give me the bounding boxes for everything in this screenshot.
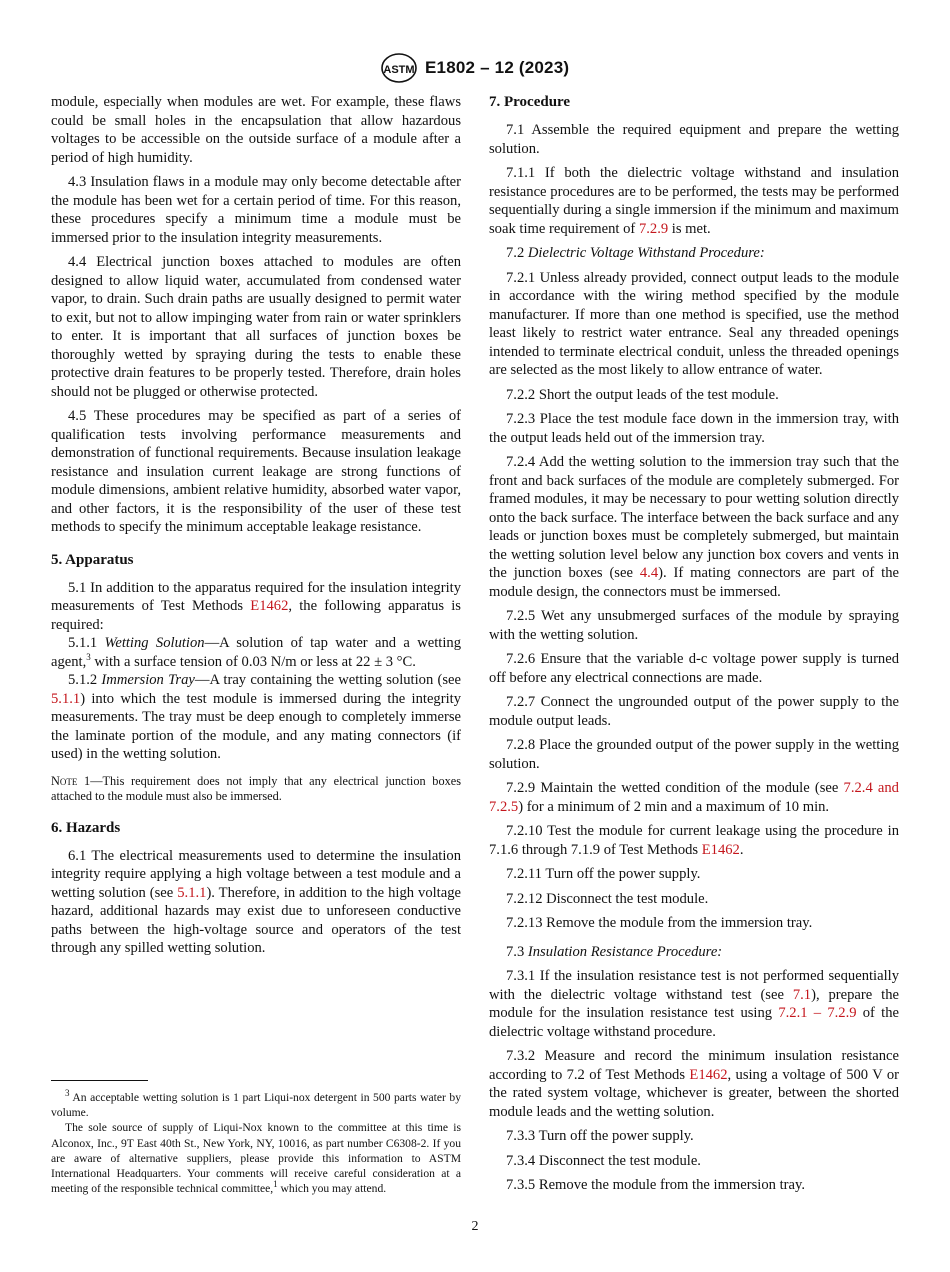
footnotes [51, 1090, 461, 1196]
link-5-1-1-b[interactable]: 5.1.1 [177, 884, 207, 901]
paragraph-7-2-12: 7.2.12 Disconnect the test module. [506, 890, 709, 907]
paragraph-7-3-4: 7.3.4 Disconnect the test module. [506, 1152, 701, 1169]
footnote-3: $^3$ An acceptable wetting solution is 1 part Liqui-nox detergent in 500 parts water by volume. [51, 1088, 461, 1120]
paragraph-5-1-2: 5.1.2 Immersion Tray—A tray containing the wetting solution (see 5.1.1) into which the test module is immersed during the integrity measurements. The tray must be deep enough to completely immerse the laminate portion of the module, and any mating connectors (if used) in the wetting solution. [51, 672, 461, 762]
link-7-2-1-to-7-2-9[interactable]: 7.2.1 – 7.2.9 [778, 1005, 857, 1021]
paragraph-continuation: module, especially when modules are wet. For example, these flaws could be small holes in the encapsulation that allow hazardous voltages to be accessible on the outside surface of a module after a period of high humidity. [51, 94, 461, 166]
paragraph-7-2-4: 7.2.4 Add the wetting solution to the immersion tray such that the front and back surfaces of the module are completely submerged. For framed modules, it may be necessary to pour wetting solution directly onto the back surface. The interface between the back surface and any leads or junction boxes must be completely submerged, but maintain the wetting solution level below any junction box covers and vents in the junction boxes (see 4.4). If mating connectors are part of the module design, the connectors must be immersed. [489, 454, 899, 600]
paragraph-7-2-5: 7.2.5 Wet any unsubmerged surfaces of the module by spraying with the wetting solution. [489, 608, 899, 643]
designation: E1802 – 12 (2023) [425, 58, 570, 77]
paragraph-7-3-3: 7.3.3 Turn off the power supply. [506, 1128, 694, 1144]
paragraph-6-1: 6.1 The electrical measurements used to determine the insulation integrity require applying a high voltage between a test module and a wetting solution (see 5.1.1). Therefore, in addition to the high voltage hazard, additional hazards may exist due to unforeseen conductive paths between the high-voltage source and operators of the test through any spilled wetting solution. [51, 847, 461, 956]
paragraph-5-1: 5.1 In addition to the apparatus required for the insulation integrity measurements of Test Methods E1462, the following apparatus is required: [51, 579, 461, 633]
section-7-heading: 7. Procedure [489, 94, 571, 110]
paragraph-7-2-1: 7.2.1 Unless already provided, connect output leads to the module in accordance with the wiring method specified by the module manufacturer. If more than one method is specified, use the method least likely to restrict water entrance. Seal any threaded openings intended to terminate electrical conduit, unless the threaded openings are selected as the most likely to allow entrance of water. [489, 269, 899, 378]
paragraph-7-2-9: 7.2.9 Maintain the wetted condition of the module (see 7.2.4 and 7.2.5) for a minimum of 2 min and a maximum of 10 min. [489, 780, 899, 815]
link-e1462[interactable]: E1462 [250, 598, 289, 614]
logo-text: ASTM [383, 64, 415, 76]
paragraph-7-3-1: 7.3.1 If the insulation resistance test is not performed sequentially with the dielectric voltage withstand test (see 7.1), prepare the module for the insulation resistance test using 7.2.1 – 7.2.9 of the dielectric voltage withstand procedure. [489, 968, 899, 1040]
paragraph-7-2-10: 7.2.10 Test the module for current leakage using the procedure in 7.1.6 through 7.1.9 of Test Methods E1462. [489, 823, 899, 858]
paragraph-4-3: 4.3 Insulation flaws in a module may only become detectable after the module has been wet for a certain period of time. For this reason, these procedures specify a minimum time a module must be immersed prior to the insulation integrity measurements. [51, 174, 461, 246]
paragraph-7-3: 7.3 Insulation Resistance Procedure: [506, 943, 723, 960]
paragraph-5-1-1: 5.1.1 Wetting Solution—A solution of tap water and a wetting agent,$^3$ with a surface tension of 0.03 N/m or less at 22 ± 3 °C. [51, 635, 461, 670]
link-4-4[interactable]: 4.4 [639, 565, 659, 581]
left-column [51, 93, 461, 964]
paragraph-7-3-5: 7.3.5 Remove the module from the immersion tray. [506, 1177, 805, 1193]
paragraph-7-2-11: 7.2.11 Turn off the power supply. [506, 866, 701, 882]
link-7-2-9[interactable]: 7.2.9 [638, 220, 669, 237]
paragraph-7-2-8: 7.2.8 Place the grounded output of the power supply in the wetting solution. [489, 737, 899, 772]
paragraph-7-2-6: 7.2.6 Ensure that the variable d-c voltage power supply is turned off before any electrical connections are made. [489, 651, 899, 686]
paragraph-4-5: 4.5 These procedures may be specified as part of a series of qualification tests involving performance measurements and demonstration of functional requirements. Because insulation leakage resistance and insulation current leakage are strong functions of module dimensions, ambient relative humidity, absorbed water vapor, and other factors, it is the responsibility of the user of these test methods to specify the minimum acceptable leakage resistance. [51, 408, 461, 535]
footnote-divider [51, 1080, 148, 1081]
paragraph-7-1-1: 7.1.1 If both the dielectric voltage withstand and insulation resistance procedures are to be performed, the tests may be performed sequentially during a single immersion if the minimum and maximum soak time requirement of 7.2.9 is met. [489, 165, 899, 237]
link-e1462-c[interactable]: E1462 [689, 1066, 728, 1083]
page-header [0, 52, 950, 86]
paragraph-7-2-2: 7.2.2 Short the output leads of the test module. [506, 386, 779, 403]
link-7-1[interactable]: 7.1 [792, 986, 812, 1003]
paragraph-7-2: 7.2 Dielectric Voltage Withstand Procedure: [506, 245, 765, 261]
paragraph-7-1: 7.1 Assemble the required equipment and prepare the wetting solution. [489, 122, 899, 157]
link-5-1-1[interactable]: 5.1.1 [51, 690, 81, 707]
paragraph-7-2-7: 7.2.7 Connect the ungrounded output of the power supply to the module output leads. [489, 694, 899, 729]
paragraph-7-2-13: 7.2.13 Remove the module from the immersion tray. [506, 915, 813, 931]
footnote-ref-3: 3 [86, 651, 91, 662]
link-e1462-b[interactable]: E1462 [701, 841, 740, 858]
paragraph-4-4: 4.4 Electrical junction boxes attached to modules are often designed to allow liquid water, accumulated from condensed water vapor, to drain. Such drain paths are usually designed to permit water to exit, but not to allow impinging water from rain or water sprinklers to enter. It is important that all surfaces of junction boxes be thoroughly wetted by spraying during the tests to enable these protective drain features to be properly tested. Therefore, drain holes should not be plugged or otherwise protected. [51, 254, 461, 400]
footnote-3-supplier: The sole source of supply of Liqui-Nox known to the committee at this time is Alconox, Inc., 9T East 40th St., New York, NY, 10016, as part number C6308-2. If you are aware of alternative suppliers, please provide this information to ASTM International Headquarters. Your comments will receive careful consideration at a meeting of the responsible technical committee,$^1$ which you may attend. [51, 1121, 461, 1196]
section-6-heading: 6. Hazards [51, 819, 121, 836]
astm-logo [380, 52, 418, 84]
link-7-2-4-and-7-2-5[interactable]: 7.2.4 and 7.2.5 [489, 780, 899, 815]
paragraph-7-3-2: 7.3.2 Measure and record the minimum insulation resistance according to 7.2 of Test Methods E1462, using a voltage of 500 V or the rated system voltage, whichever is greater, between the shorted module leads and the wetting solution. [489, 1048, 899, 1120]
page-number: 2 [471, 1219, 479, 1234]
paragraph-7-2-3: 7.2.3 Place the test module face down in the immersion tray, with the output leads held out of the immersion tray. [489, 411, 899, 446]
section-5-heading: 5. Apparatus [51, 551, 134, 568]
note-1: Note 1—This requirement does not imply that any electrical junction boxes attached to the module must also be immersed. [51, 773, 461, 803]
right-column [489, 93, 899, 1201]
